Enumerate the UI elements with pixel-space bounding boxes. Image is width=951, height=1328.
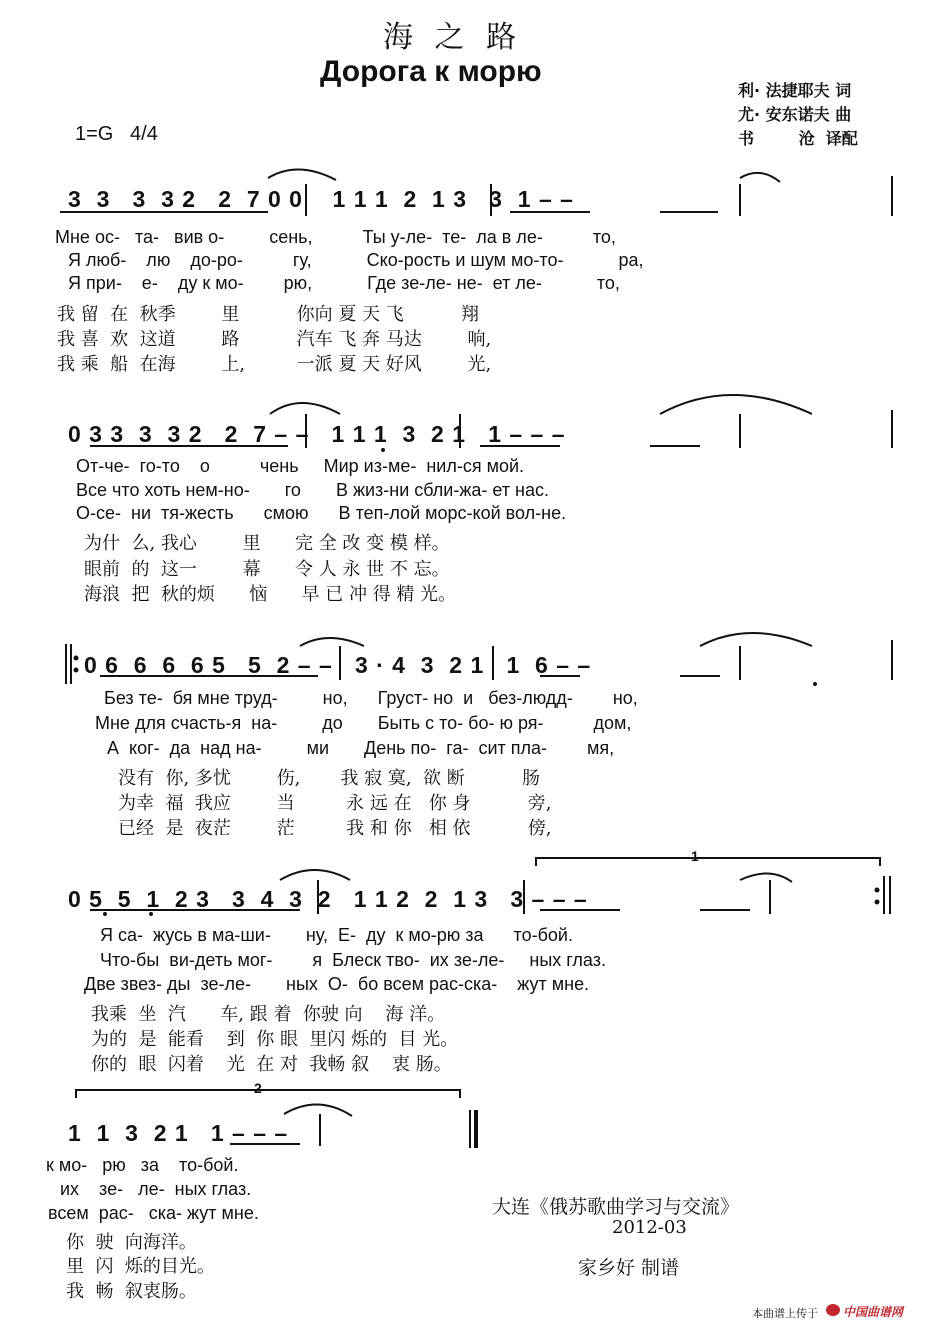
octave-dot [381,448,385,452]
song-title-russian: Дорога к морю [320,55,542,88]
volta-2-label: 2 [254,1080,262,1096]
lyrics-ru-line-3-verse-3: А ког- да над на- ми День по- га- сит пла- мя, [107,738,615,758]
slur [270,403,340,414]
octave-dot [103,912,107,916]
lyrics-cn-line-5-verse-1: 你 驶 向海洋。 [66,1232,197,1253]
lyrics-ru-line-1-verse-2: Я люб- лю до-ро- гу, Ско-рость и шум мо-то- ра, [68,250,644,270]
key-signature: 1=G 4/4 [75,123,158,145]
lyrics-cn-line-2-verse-3: 海浪 把 秋的烦 恼 早 已 冲 得 精 光。 [84,584,457,605]
lyrics-ru-line-1-verse-1: Мне ос- та- вив о- сень, Ты у-ле- те- ла в ле- то, [55,227,616,247]
slur [300,638,364,646]
notation-line-5: 1 1 3 2 1 1 – – – [68,1120,289,1146]
lyrics-ru-line-2-verse-3: О-се- ни тя-жесть смою В теп-лой морс-кой вол-не. [76,503,567,523]
slur [268,169,336,180]
lyrics-ru-line-2-verse-1: От-че- го-то о чень Мир из-ме- нил-ся мой. [76,456,525,476]
volta-2-bracket [76,1090,460,1098]
repeat-dot [74,656,79,661]
lyrics-cn-line-5-verse-3: 我 畅 叙衷肠。 [66,1281,197,1302]
lyrics-ru-line-5-verse-3: всем рас- ска- жут мне. [48,1203,259,1223]
repeat-dot [74,668,79,673]
lyrics-ru-line-5-verse-2: их зе- ле- ных глаз. [60,1179,252,1199]
volta-1-label: 1 [691,848,699,864]
lyrics-cn-line-1-verse-2: 我 喜 欢 这道 路 汽车 飞 奔 马达 响, [57,329,492,350]
lyrics-ru-line-3-verse-2: Мне для счасть-я на- до Быть с то- бо- ю ря- дом, [95,713,632,733]
lyrics-ru-line-2-verse-2: Все что хоть нем-но- го В жиз-ни сбли-жа- ет нас. [76,480,550,500]
lyrics-cn-line-1-verse-3: 我 乘 船 在海 上, 一派 夏 天 好风 光, [57,354,492,375]
slur [660,395,812,414]
lyrics-cn-line-4-verse-1: 我乘 坐 汽 车, 跟 着 你驶 向 海 洋。 [91,1004,446,1025]
lyrics-cn-line-4-verse-3: 你的 眼 闪着 光 在 对 我畅 叙 衷 肠。 [91,1054,452,1075]
slur [700,633,812,646]
lyrics-cn-line-5-verse-2: 里 闪 烁的目光。 [66,1256,215,1277]
notation-line-2: 0 3 3 3 3 2 2 7 – – 1 1 1 3 2 1 1 – – – [68,421,566,447]
notation-line-4: 0 5 5 1 2 3 3 4 3 2 1 1 2 2 1 3 3 – – – [68,886,588,912]
uploaded-to-label: 本曲谱上传于 [752,1307,818,1320]
lyrics-ru-line-4-verse-1: Я са- жусь в ма-ши- ну, Е- ду к мо-рю за то-бой. [100,925,573,945]
lyrics-ru-line-3-verse-1: Без те- бя мне труд- но, Груст- но и без-людд- но, [104,688,638,708]
slur [280,870,350,880]
lyrics-cn-line-4-verse-2: 为的 是 能看 到 你 眼 里闪 烁的 目 光。 [91,1029,459,1050]
lyrics-ru-line-1-verse-3: Я при- е- ду к мо- рю, Где зе-ле- не- ет ле- то, [68,273,620,293]
repeat-dot [875,888,880,893]
lyrics-cn-line-1-verse-1: 我 留 在 秋季 里 你向 夏 天 飞 翔 [57,304,479,325]
repeat-dot [875,900,880,905]
song-title-chinese: 海 之 路 [383,20,523,55]
lyrics-cn-line-3-verse-2: 为幸 福 我应 当 永 远 在 你 身 旁, [118,793,552,814]
source-note: 大连《俄苏歌曲学习与交流》 [492,1196,740,1218]
lyrics-cn-line-2-verse-1: 为什 么, 我心 里 完 全 改 变 模 样。 [84,533,450,554]
slur [740,173,780,182]
lyricist-credit: 利· 法捷耶夫 词 [738,81,852,100]
notation-line-1: 3 3 3 3 2 2 7 0 0 1 1 1 2 1 3 3 1 – – [68,186,574,212]
lyrics-cn-line-3-verse-1: 没有 你, 多忧 伤, 我 寂 寞, 欲 断 肠 [118,768,540,789]
composer-credit: 尤· 安东诺夫 曲 [738,105,852,124]
octave-dot [813,682,817,686]
lyrics-ru-line-4-verse-3: Две звез- ды зе-ле- ных О- бо всем рас-ска- жут мне. [84,974,590,994]
volta-1-bracket [536,858,880,866]
translator-credit: 书 沧 译配 [738,129,858,148]
site-logo: 中国曲谱网 [843,1305,904,1319]
notation-line-3: 0 6 6 6 6 5 5 2 – – 3 · 4 3 2 1 1 6 – – [84,652,592,678]
lyrics-cn-line-2-verse-2: 眼前 的 这一 幕 令 人 永 世 不 忘。 [84,559,450,580]
slur [740,873,792,882]
transcriber-credit: 家乡好 制谱 [578,1257,680,1279]
lyrics-ru-line-5-verse-1: к мо- рю за то-бой. [46,1155,239,1175]
lyrics-cn-line-3-verse-3: 已经 是 夜茫 茫 我 和 你 相 依 傍, [118,818,552,839]
lyrics-ru-line-4-verse-2: Что-бы ви-деть мог- я Блеск тво- их зе-ле- ных глаз. [100,950,606,970]
publication-date: 2012-03 [612,1217,687,1238]
slur [284,1104,352,1116]
octave-dot [149,912,153,916]
